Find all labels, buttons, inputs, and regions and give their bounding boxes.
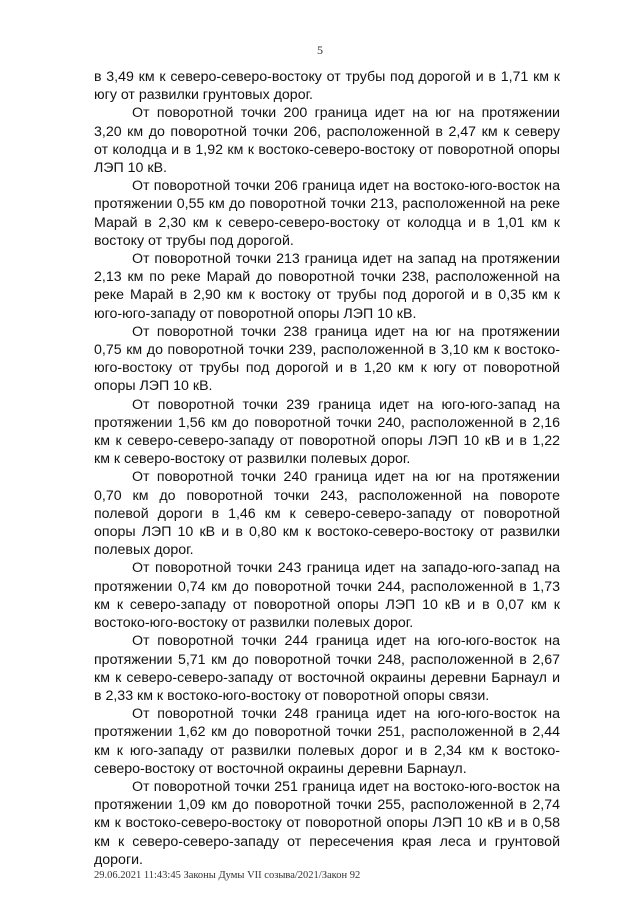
paragraph-point-244: От поворотной точки 244 граница идет на юго-юго-восток на протяжении 5,71 км до поворотной точки 248, расположенной в 2,67 км к северо-северо-западу от восточной окраины деревни Барнаул и в 2,33 км к востоко-юго-востоку от поворотной опоры связи. <box>94 633 560 704</box>
document-body <box>94 68 560 869</box>
paragraph-point-248: От поворотной точки 248 граница идет на юго-юго-восток на протяжении 1,62 км до поворотной точки 251, расположенной в 2,44 км к юго-западу от развилки полевых дорог и в 2,34 км к востоко-северо-востоку от восточной окраины деревни Барнаул. <box>94 706 560 777</box>
paragraph-continuation: в 3,49 км к северо-северо-востоку от трубы под дорогой и в 1,71 км к югу от развилки грунтовых дорог. <box>94 69 560 104</box>
paragraph-point-238: От поворотной точки 238 граница идет на юг на протяжении 0,75 км до поворотной точки 239, расположенной в 3,10 км к востоко-юго-востоку от трубы под дорогой и в 1,20 км к югу от поворотной опоры ЛЭП 10 кВ. <box>94 323 560 395</box>
paragraph-point-251: От поворотной точки 251 граница идет на востоко-юго-восток на протяжении 1,09 км до поворотной точки 255, расположенной в 2,74 км к востоко-северо-востоку от поворотной опоры ЛЭП 10 кВ и в 0,58 км к северо-северо-западу от пересечения края леса и грунтовой дороги. <box>94 778 560 868</box>
paragraph-point-239: От поворотной точки 239 граница идет на юго-юго-запад на протяжении 1,56 км до поворотной точки 240, расположенной в 2,16 км к северо-северо-западу от поворотной опоры ЛЭП 10 кВ и в 1,22 км к северо-востоку от развилки полевых дорог. <box>94 396 560 468</box>
paragraph-point-206: От поворотной точки 206 граница идет на востоко-юго-восток на протяжении 0,55 км до поворотной точки 213, расположенной на реке Марай в 2,30 км к северо-северо-востоку от колодца и в 1,01 км к востоку от трубы под дорогой. <box>94 178 560 249</box>
paragraph-point-240: От поворотной точки 240 граница идет на юг на протяжении 0,70 км до поворотной точки 243, расположенной на повороте полевой дороги в 1,46 км к северо-северо-западу от поворотной опоры ЛЭП 10 кВ и в 0,80 км к востоко-северо-востоку от развилки полевых дорог. <box>94 469 560 559</box>
paragraph-point-243: От поворотной точки 243 граница идет на западо-юго-запад на протяжении 0,74 км до поворотной точки 244, расположенной в 1,73 км к северо-западу от поворотной опоры ЛЭП 10 кВ и в 0,07 км к востоко-юго-востоку от развилки полевых дорог. <box>94 560 560 632</box>
page-number: 5 <box>317 43 323 57</box>
paragraph-point-200: От поворотной точки 200 граница идет на юг на протяжении 3,20 км до поворотной точки 206, расположенной в 2,47 км к северу от колодца и в 1,92 км к востоко-северо-востоку от поворотной опоры ЛЭП 10 кВ. <box>94 105 560 177</box>
document-footer: 29.06.2021 11:43:45 Законы Думы VII созыва/2021/Закон 92 <box>94 870 361 881</box>
paragraph-point-213: От поворотной точки 213 граница идет на запад на протяжении 2,13 км по реке Марай до поворотной точки 238, расположенной на реке Марай в 2,90 км к востоку от трубы под дорогой и в 0,35 км к юго-юго-западу от поворотной опоры ЛЭП 10 кВ. <box>94 251 560 322</box>
